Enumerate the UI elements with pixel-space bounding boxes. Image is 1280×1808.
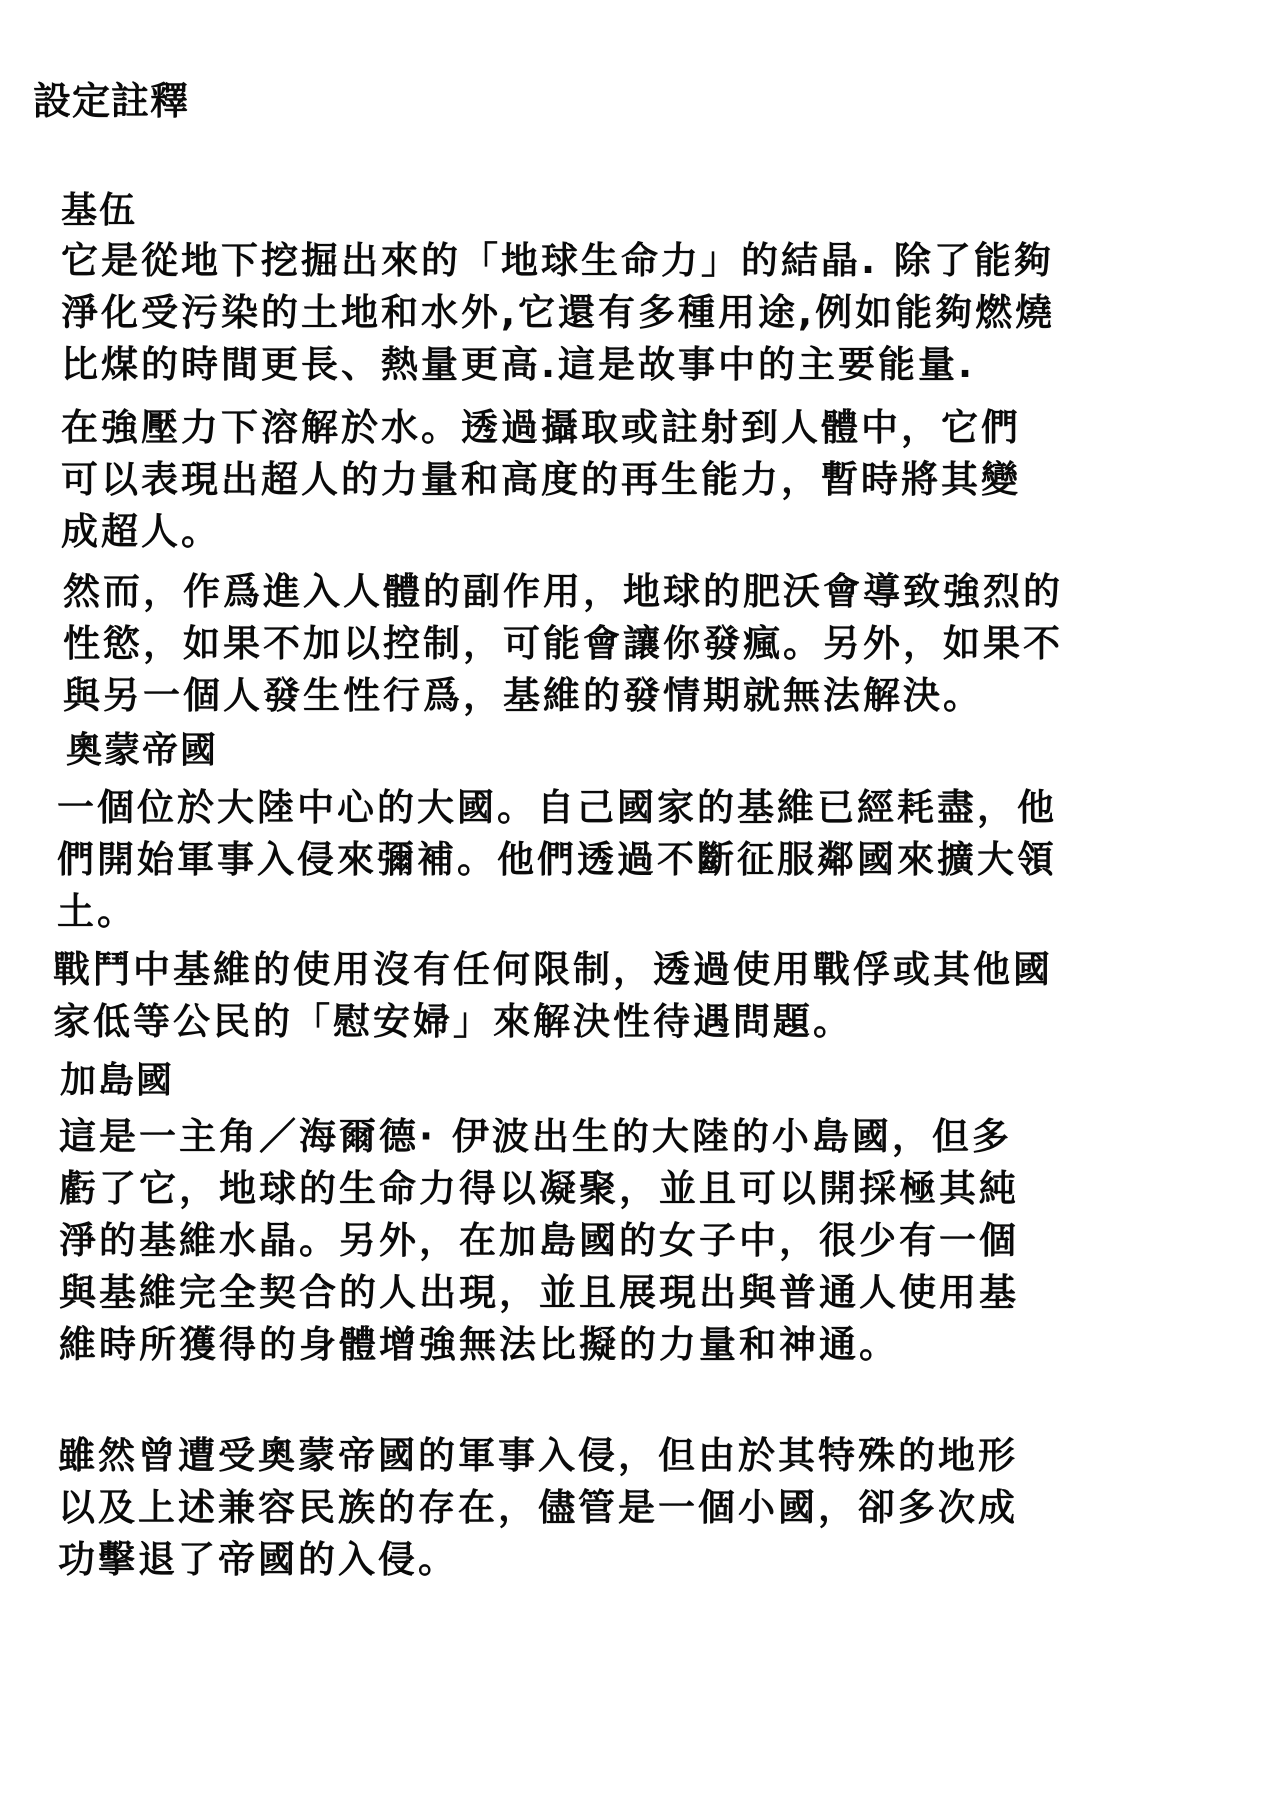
- paragraph: [58, 1430, 1018, 1586]
- text-line: 與另一個人發生性行爲，基維的發情期就無法解決。: [63, 674, 983, 717]
- paragraph: [61, 235, 1055, 391]
- text-line: 比煤的時間更長、熱量更高.這是故事中的主要能量.: [61, 343, 976, 386]
- paragraph: [57, 782, 1057, 938]
- text-line: 淨化受污染的土地和水外,它還有多種用途,例如能夠燃燒: [61, 291, 1056, 334]
- paragraph: [61, 402, 1021, 558]
- text-line: 它是從地下挖掘出來的「地球生命力」的結晶. 除了能夠: [61, 239, 1054, 282]
- text-line: 性慾，如果不加以控制，可能會讓你發瘋。另外，如果不: [63, 622, 1063, 665]
- section-heading-omon-empire: 奧蒙帝國: [66, 730, 219, 771]
- text-line: 戰鬥中基維的使用沒有任何限制，透過使用戰俘或其他國: [53, 948, 1053, 991]
- text-line: 淨的基維水晶。另外，在加島國的女子中，很少有一個: [59, 1219, 1019, 1262]
- text-line: 家低等公民的「慰安婦」來解決性待遇問題。: [53, 1000, 853, 1043]
- text-line: 與基維完全契合的人出現，並且展現出與普通人使用基: [59, 1271, 1019, 1314]
- text-line: 然而，作爲進入人體的副作用，地球的肥沃會導致強烈的: [63, 570, 1063, 613]
- text-line: 虧了它，地球的生命力得以凝聚，並且可以開採極其純: [59, 1167, 1019, 1210]
- text-line: 成超人。: [61, 510, 221, 553]
- text-line: 一個位於大陸中心的大國。自己國家的基維已經耗盡，他: [57, 786, 1057, 829]
- text-line: 土。: [57, 890, 137, 933]
- text-line: 可以表現出超人的力量和高度的再生能力，暫時將其變: [61, 458, 1021, 501]
- text-line: 們開始軍事入侵來彌補。他們透過不斷征服鄰國來擴大領: [57, 838, 1057, 881]
- text-line: 雖然曾遭受奧蒙帝國的軍事入侵，但由於其特殊的地形: [58, 1434, 1018, 1477]
- text-line: 功擊退了帝國的入侵。: [58, 1538, 458, 1581]
- text-line: 以及上述兼容民族的存在，儘管是一個小國，卻多次成: [58, 1486, 1018, 1529]
- text-line: 在強壓力下溶解於水。透過攝取或註射到人體中，它們: [61, 406, 1021, 449]
- text-line: 維時所獲得的身體增強無法比擬的力量和神通。: [59, 1323, 899, 1366]
- page-title: 設定註釋: [33, 79, 190, 123]
- paragraph: [63, 566, 1063, 722]
- section-heading-kiwu: 基伍: [61, 190, 138, 231]
- section-heading-kashima-country: 加島國: [60, 1060, 175, 1101]
- paragraph: [59, 1111, 1019, 1371]
- text-line: 這是一主角／海爾德· 伊波出生的大陸的小島國，但多: [59, 1115, 1012, 1158]
- paragraph: [53, 944, 1053, 1048]
